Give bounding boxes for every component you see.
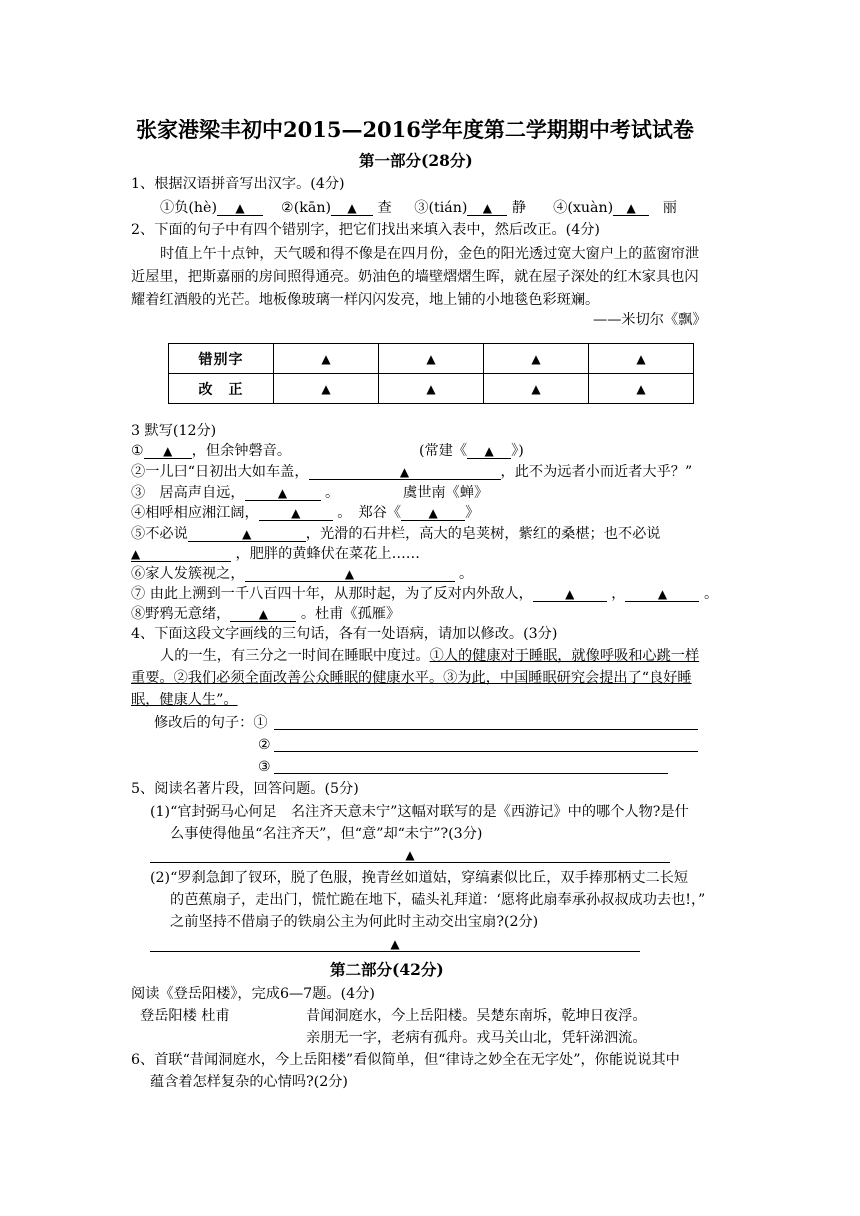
q4-passage-line: 人的一生，有三分之一时间在睡眠中度过。①人的健康对于睡眠，就像呼吸和心跳一样 [160,648,700,664]
answer-blank[interactable]: ▲ [309,463,501,480]
q3-line-4: ④相呼相应湘江阔， ▲ 。 郑谷《 ▲ 》 [131,505,480,521]
answer-blank[interactable]: ▲ [144,442,192,459]
table-row [169,374,694,404]
q3-line-9: ⑧野鸦无意绪， ▲ 。杜甫《孤雁》 [131,606,401,622]
q5-sub2-line: 之前坚持不借扇子的铁扇公主为何此时主动交出宝扇?(2分) [170,914,539,930]
table-header-correction: 改 正 [169,374,274,404]
table-header-typo: 错别字 [169,344,274,374]
poem-title: 登岳阳楼 杜甫 [140,1008,230,1024]
q5-sub1-line: 么事使得他虽“名注齐天”，但“意”却“未宁”?(3分) [170,826,483,842]
table-cell-answer[interactable]: ▲ [379,374,484,404]
answer-blank[interactable]: ▲ [467,442,511,459]
answer-line[interactable] [274,773,668,774]
answer-blank[interactable]: ▲ [467,199,507,216]
answer-blank[interactable]: ▲ [217,199,263,216]
answer-blank[interactable]: ▲ [625,585,699,602]
answer-blank[interactable]: ▲ [613,199,649,216]
q1-item-3: ③(tián) [414,200,468,216]
q4-revise-label: 修改后的句子：① [154,715,268,731]
answer-blank[interactable]: ▲ [230,605,296,622]
answer-line[interactable] [274,729,698,730]
q3-line-6: ▲ ，肥胖的黄蜂伏在菜花上…… [131,546,420,562]
q6-line: 6、首联“昔闻洞庭水，今上岳阳楼”看似简单，但“律诗之妙全在无字处”，你能说说其中 [131,1052,680,1068]
q3-line-3-source: 虞世南《蝉》 [403,485,489,501]
q3-line-1-source: (常建《 ▲ 》) [419,443,524,459]
part1-heading: 第一部分(28分) [359,151,473,170]
q3-line-8: ⑦ 由此上溯到一千八百四十年，从那时起，为了反对内外敌人， ▲ ， ▲ 。 [131,586,719,602]
table-cell-answer[interactable]: ▲ [379,344,484,374]
q4-revise-2: ② [258,737,271,753]
answer-blank[interactable]: ▲ [259,504,333,521]
part2-heading: 第二部分(42分) [330,960,444,979]
q5-sub2-line: 的芭蕉扇子，走出门，慌忙跪在地下，磕头礼拜道：‘愿将此扇奉承孙叔叔成功去也!，” [170,892,706,908]
answer-blank[interactable]: ▲ [401,504,465,521]
exam-title: 张家港梁丰初中2015—2016学年度第二学期期中考试试卷 [136,117,694,142]
table-cell-answer[interactable]: ▲ [484,374,589,404]
table-cell-answer[interactable]: ▲ [274,374,379,404]
q4-revise-3: ③ [258,759,271,775]
answer-blank[interactable]: ▲ [188,525,306,542]
q1-item-2: ②(kān) [281,200,332,216]
q3-line-3: ③ 居高声自远， ▲ 。 [131,485,340,501]
table-cell-answer[interactable]: ▲ [589,374,694,404]
answer-blank[interactable]: ▲ [533,585,607,602]
answer-mark: ▲ [405,848,415,862]
q4-passage-line: 眠，健康人生”。 [131,692,238,708]
q6-line: 蕴含着怎样复杂的心情吗?(2分) [150,1074,348,1090]
q2-passage-line: 近屋里，把斯嘉丽的房间照得通亮。奶油色的墙壁熠熠生晖，就在屋子深处的红木家具也闪 [131,269,699,285]
answer-mark: ▲ [390,937,400,951]
answer-line[interactable] [150,862,670,863]
answer-blank[interactable]: ▲ [245,565,455,582]
table-cell-answer[interactable]: ▲ [484,344,589,374]
q3-stem: 3 默写(12分) [131,423,217,439]
q1-items: ①负(hè) ▲ ②(kān) ▲ 查 ③(tián) ▲ 静 ④(xuàn) ▲ 丽 [160,200,677,216]
answer-blank[interactable]: ▲ [245,484,321,501]
q3-line-7: ⑥家人发簇视之， ▲ 。 [131,566,474,582]
answer-line[interactable] [150,951,640,952]
q5-sub1-line: (1)“官封弼马心何足 名注齐天意未宁”这幅对联写的是《西游记》中的哪个人物?是什 [150,804,689,820]
q2-passage-line: 时值上午十点钟，天气暖和得不像是在四月份，金色的阳光透过宽大窗户上的蓝窗帘泄 [160,246,700,262]
q3-line-1: ① ▲ ，但余钟磬音。 [131,443,292,459]
q1-item-4: ④(xuàn) [553,200,614,216]
answer-blank[interactable]: ▲ [331,199,373,216]
typo-table [168,343,694,404]
q3-line-5: ⑤不必说 ▲ ，光滑的石井栏，高大的皂荚树，紫红的桑椹；也不必说 [131,526,661,542]
table-row [169,344,694,374]
q2-source: ——米切尔《飘》 [593,312,707,328]
poem-line: 亲朋无一字，老病有孤舟。戎马关山北，凭轩涕泗流。 [306,1030,647,1046]
q1-item-1: ①负(hè) [160,200,217,216]
q5-stem: 5、阅读名著片段，回答问题。(5分) [131,781,359,797]
table-cell-answer[interactable]: ▲ [589,344,694,374]
q4-stem: 4、下面这段文字画线的三句话，各有一处语病，请加以修改。(3分) [131,626,558,642]
q2-passage-line: 耀着红酒般的光芒。地板像玻璃一样闪闪发亮，地上铺的小地毯色彩斑斓。 [131,292,600,308]
answer-blank[interactable]: ▲ [131,545,231,562]
reading-intro: 阅读《登岳阳楼》，完成6—7题。(4分) [131,986,375,1002]
poem-line: 昔闻洞庭水，今上岳阳楼。吴楚东南坼，乾坤日夜浮。 [306,1008,647,1024]
q4-passage-line: 重要。②我们必须全面改善公众睡眠的健康水平。③为此，中国睡眠研究会提出了“良好睡 [131,670,692,686]
table-cell-answer[interactable]: ▲ [274,344,379,374]
q5-sub2-line: (2)“罗刹急卸了钗环，脱了色服，挽青丝如道姑，穿缟素似比丘，双手捧那柄丈二长短 [150,870,689,886]
q3-line-2: ②一儿曰“日初出大如车盖， ▲ ，此不为远者小而近者大乎？” [131,464,693,480]
q2-stem: 2、下面的句子中有四个错别字，把它们找出来填入表中，然后改正。(4分) [131,222,600,238]
answer-line[interactable] [274,751,698,752]
q1-stem: 1、根据汉语拼音写出汉字。(4分) [131,176,345,192]
